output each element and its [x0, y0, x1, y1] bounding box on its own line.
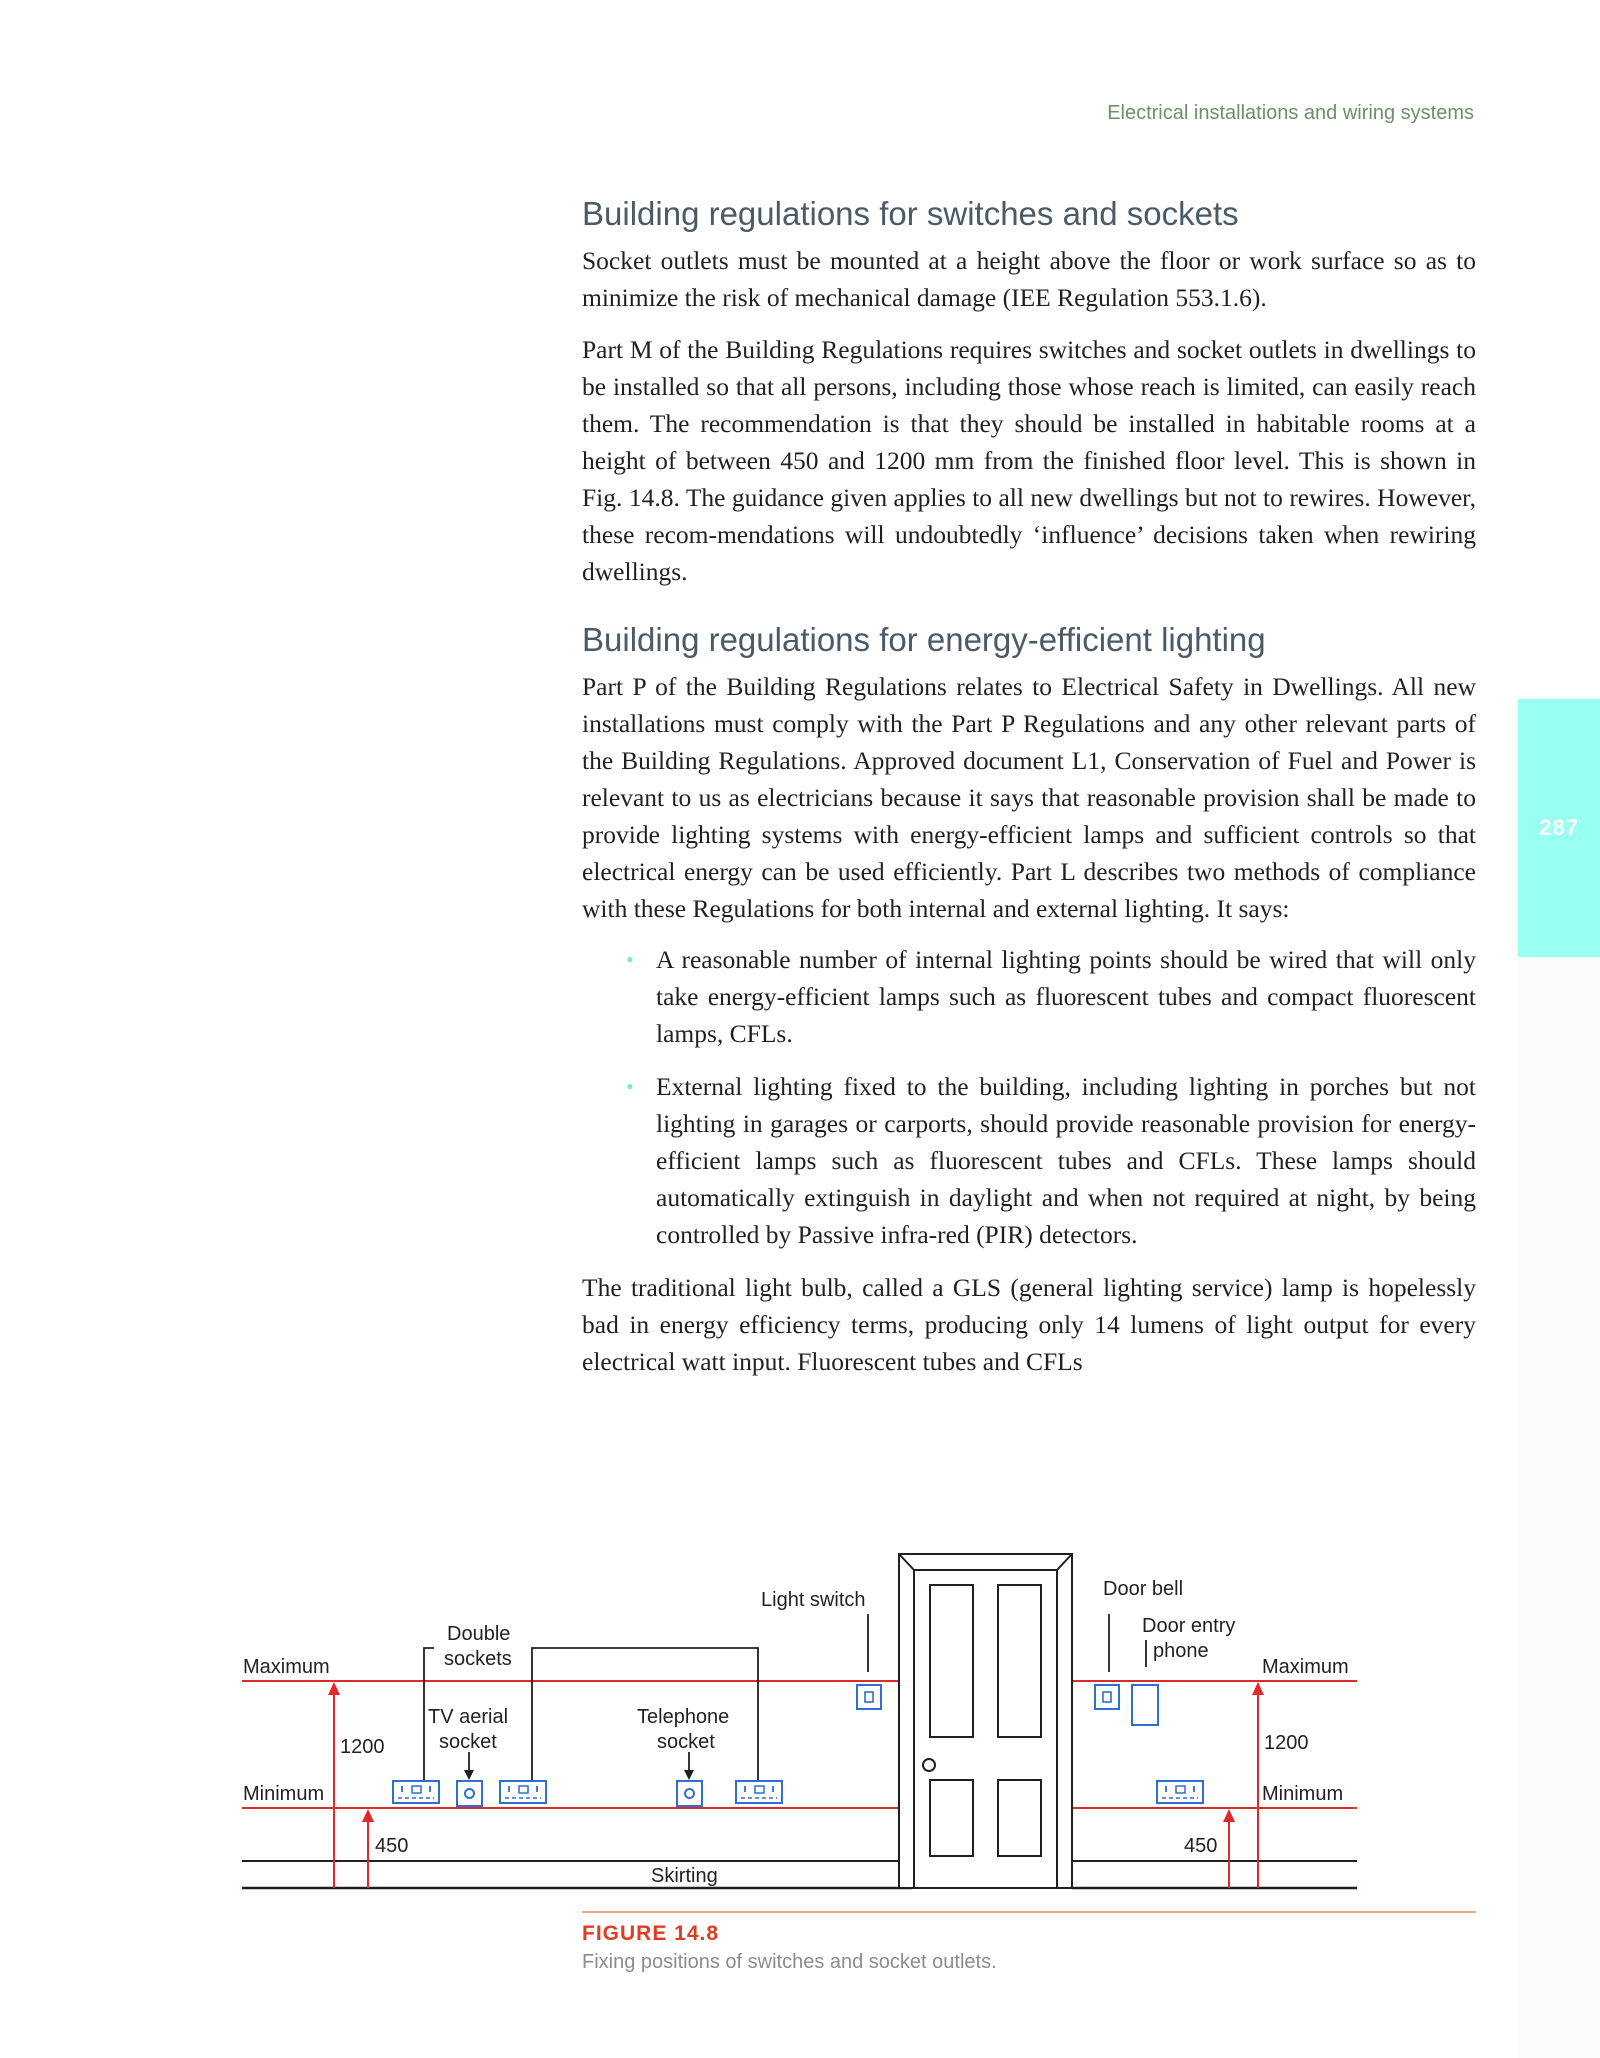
fixing-positions-diagram — [0, 1530, 1600, 1910]
label-450-right: 450 — [1184, 1835, 1218, 1857]
list-item-text: A reasonable number of internal lighting points should be wired that will only take energy-efficient lamps such as fluorescent tubes and compact fluorescent lamps, CFLs. — [656, 945, 1476, 1048]
telephone-socket-icon — [677, 1781, 702, 1806]
arrow-up-icon — [1252, 1682, 1264, 1695]
label-door-bell: Door bell — [1103, 1578, 1184, 1600]
section-heading-energy-lighting: Building regulations for energy-efficient lighting — [582, 621, 1266, 658]
paragraph: The traditional light bulb, called a GLS (general lighting service) lamp is hopelessly bad in energy efficiency terms, producing only 14 lumens of light output for every electrical watt input. Fluorescent tubes and CFLs — [582, 1273, 1476, 1376]
label-skirting: Skirting — [651, 1865, 718, 1887]
arrow-up-icon — [362, 1809, 374, 1822]
list-item — [626, 941, 1476, 1052]
main-text-column — [582, 192, 1476, 1380]
label-maximum-left: Maximum — [243, 1656, 330, 1678]
label-door-entry-line1: Door entry — [1142, 1615, 1236, 1637]
paragraph: Socket outlets must be mounted at a height above the floor or work surface so as to minimize the risk of mechanical damage (IEE Regulation 553.1.6). — [582, 246, 1476, 312]
label-tv-aerial-line2: socket — [439, 1731, 497, 1753]
label-telephone-line1: Telephone — [637, 1706, 730, 1728]
arrow-up-icon — [1223, 1809, 1235, 1822]
page-number: 287 — [1539, 815, 1579, 840]
arrow-down-icon — [464, 1770, 474, 1780]
label-tv-aerial-line1: TV aerial — [428, 1706, 509, 1728]
bullet-list — [582, 941, 1476, 1253]
page-number-tab — [1518, 699, 1600, 957]
label-1200-right: 1200 — [1264, 1732, 1309, 1754]
label-450-left: 450 — [375, 1835, 409, 1857]
door-frame — [899, 1554, 1072, 1888]
door-entry-phone-icon — [1132, 1685, 1158, 1725]
figure-14-8-diagram — [0, 1530, 1600, 1910]
bullet-icon: • — [626, 1074, 634, 1099]
figure-label: FIGURE 14.8 — [582, 1922, 720, 1945]
label-minimum-left: Minimum — [243, 1783, 325, 1805]
label-double-sockets-line1: Double — [447, 1623, 511, 1645]
double-socket-icon — [1157, 1781, 1203, 1803]
label-door-entry-line2: phone — [1153, 1640, 1209, 1662]
arrow-down-icon — [684, 1770, 694, 1780]
label-maximum-right: Maximum — [1262, 1656, 1349, 1678]
label-light-switch: Light switch — [761, 1589, 866, 1611]
label-double-sockets-line2: sockets — [444, 1648, 512, 1670]
running-head: Electrical installations and wiring systems — [1107, 102, 1474, 124]
double-socket-icon — [500, 1781, 546, 1803]
double-socket-icon — [393, 1781, 439, 1803]
tv-aerial-socket-icon — [457, 1781, 482, 1806]
light-switch-icon — [857, 1685, 881, 1709]
arrow-up-icon — [328, 1682, 340, 1695]
label-1200-left: 1200 — [340, 1736, 385, 1758]
door-bell-icon — [1095, 1685, 1119, 1709]
double-socket-icon — [736, 1781, 782, 1803]
list-item — [626, 1068, 1476, 1253]
paragraph: Part M of the Building Regulations requires switches and socket outlets in dwellings to be installed so that all persons, including those whose reach is limited, can easily reach them. The recommendation is that they should be installed in habitable rooms at a height of between 450 and 1200 mm from the finished floor level. This is shown in Fig. 14.8. The guidance given applies to all new dwellings but not to rewires. However, these recom-mendations will undoubtedly ‘influence’ decisions taken when rewiring dwellings. — [582, 335, 1476, 586]
label-minimum-right: Minimum — [1262, 1783, 1344, 1805]
figure-caption: Fixing positions of switches and socket outlets. — [582, 1951, 997, 1973]
figure-rule — [582, 1911, 1476, 1913]
bullet-icon: • — [626, 947, 634, 972]
list-item-text: External lighting fixed to the building, including lighting in porches but not lighting in garages or carports, should provide reasonable provision for energy-efficient lamps such as fluorescent tubes and CFLs. These lamps should automatically extinguish in daylight and when not required at night, by being controlled by Passive infra-red (PIR) detectors. — [656, 1072, 1476, 1249]
section-heading-switches-sockets: Building regulations for switches and sockets — [582, 195, 1239, 232]
paragraph: Part P of the Building Regulations relates to Electrical Safety in Dwellings. All new installations must comply with the Part P Regulations and any other relevant parts of the Building Regulations. Approved document L1, Conservation of Fuel and Power is relevant to us as electricians because it says that reasonable provision shall be made to provide lighting systems with energy-efficient lamps and sufficient controls so that electrical energy can be used efficiently. Part L describes two methods of compliance with these Regulations for both internal and external lighting. It says: — [582, 672, 1476, 923]
label-telephone-line2: socket — [657, 1731, 715, 1753]
